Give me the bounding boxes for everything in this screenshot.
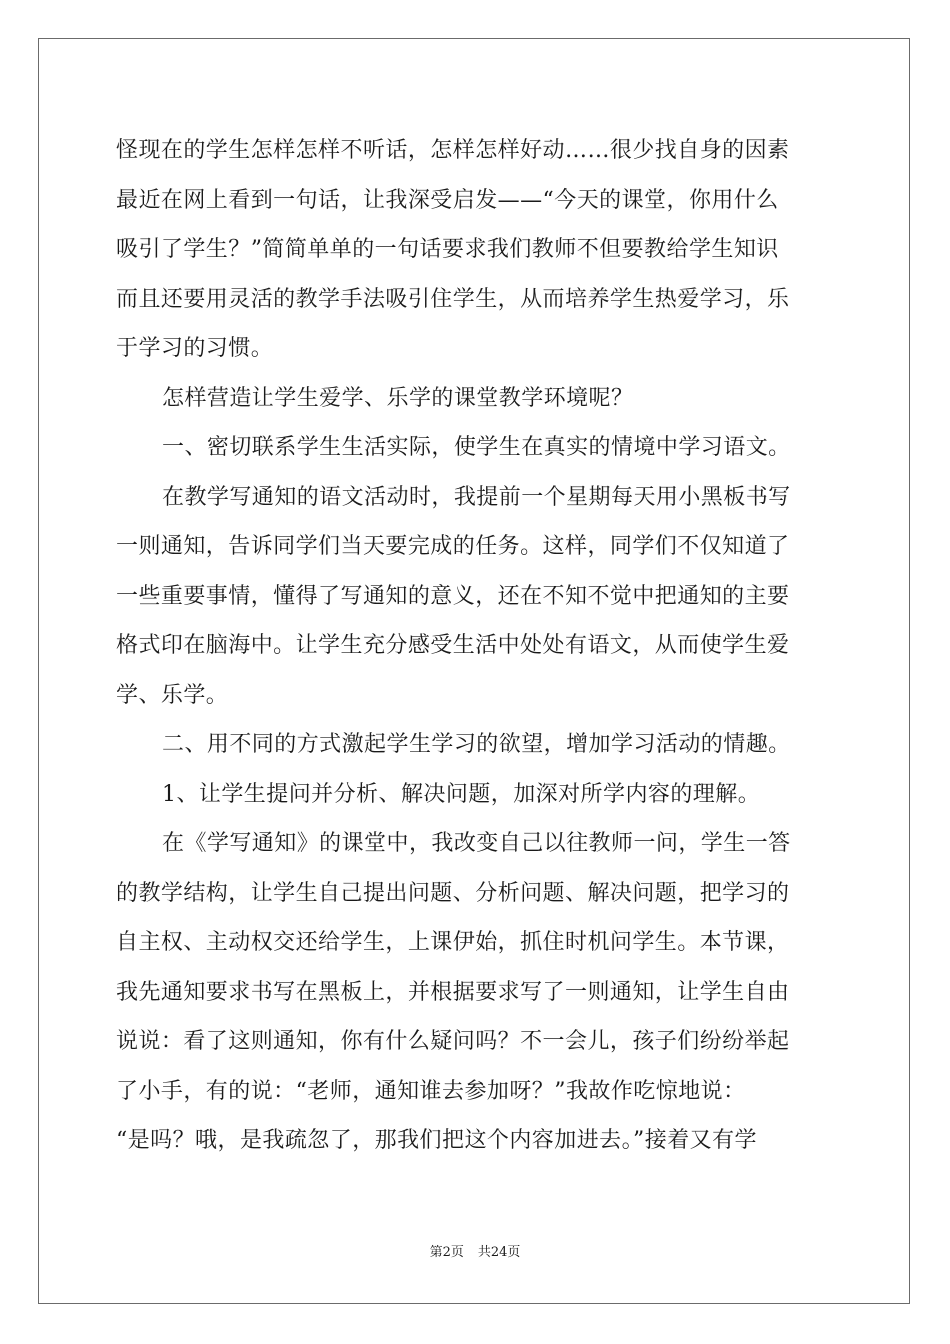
text-line: 一则通知，告诉同学们当天要完成的任务。这样，同学们不仅知道了 (116, 534, 790, 559)
document-body (116, 126, 834, 1166)
text-line: 学、乐学。 (116, 682, 229, 708)
page-total: 共24页 (477, 1245, 521, 1260)
subsection-heading-line: 1、让学生提问并分析、解决问题，加深对所学内容的理解。 (162, 781, 761, 807)
page-number: 第2页 (429, 1245, 464, 1260)
text-line: 格式印在脑海中。让学生充分感受生活中处处有语文，从而使学生爱 (116, 633, 790, 658)
paragraph-start-line: 在《学写通知》的课堂中，我改变自己以往教师一问，学生一答 (162, 831, 791, 856)
paragraph-start-line: 在教学写通知的语文活动时，我提前一个星期每天用小黑板书写 (162, 484, 791, 510)
text-line: 自主权、主动权交还给学生，上课伊始，抓住时机问学生。本节课， (116, 930, 790, 955)
text-line: 我先通知要求书写在黑板上，并根据要求写了一则通知，让学生自由 (116, 979, 790, 1005)
section-heading-line: 一、密切联系学生生活实际，使学生在真实的情境中学习语文。 (162, 435, 791, 460)
paragraph-start-line: 怎样营造让学生爱学、乐学的课堂教学环境呢？ (162, 385, 634, 411)
text-line: 了小手，有的说：“老师，通知谁去参加呀？”我故作吃惊地说： (116, 1078, 746, 1104)
section-heading-line: 二、用不同的方式激起学生学习的欲望，增加学习活动的情趣。 (162, 732, 791, 757)
page-footer (0, 1245, 950, 1261)
text-line: 一些重要事情，懂得了写通知的意义，还在不知不觉中把通知的主要 (116, 583, 790, 609)
text-line: 于学习的习惯。 (116, 336, 274, 361)
text-line: 怪现在的学生怎样怎样不听话，怎样怎样好动……很少找自身的因素 (116, 138, 790, 163)
text-line: 吸引了学生？”简简单单的一句话要求我们教师不但要教给学生知识 (116, 237, 779, 262)
text-line: “是吗？哦，是我疏忽了，那我们把这个内容加进去。”接着又有学 (116, 1128, 757, 1153)
text-line: 而且还要用灵活的教学手法吸引住学生，从而培养学生热爱学习，乐 (116, 286, 790, 312)
text-line: 的教学结构，让学生自己提出问题、分析问题、解决问题，把学习的 (116, 880, 790, 906)
text-line: 说说：看了这则通知，你有什么疑问吗？不一会儿，孩子们纷纷举起 (116, 1029, 790, 1054)
text-line: 最近在网上看到一句话，让我深受启发——“今天的课堂，你用什么 (116, 187, 779, 213)
